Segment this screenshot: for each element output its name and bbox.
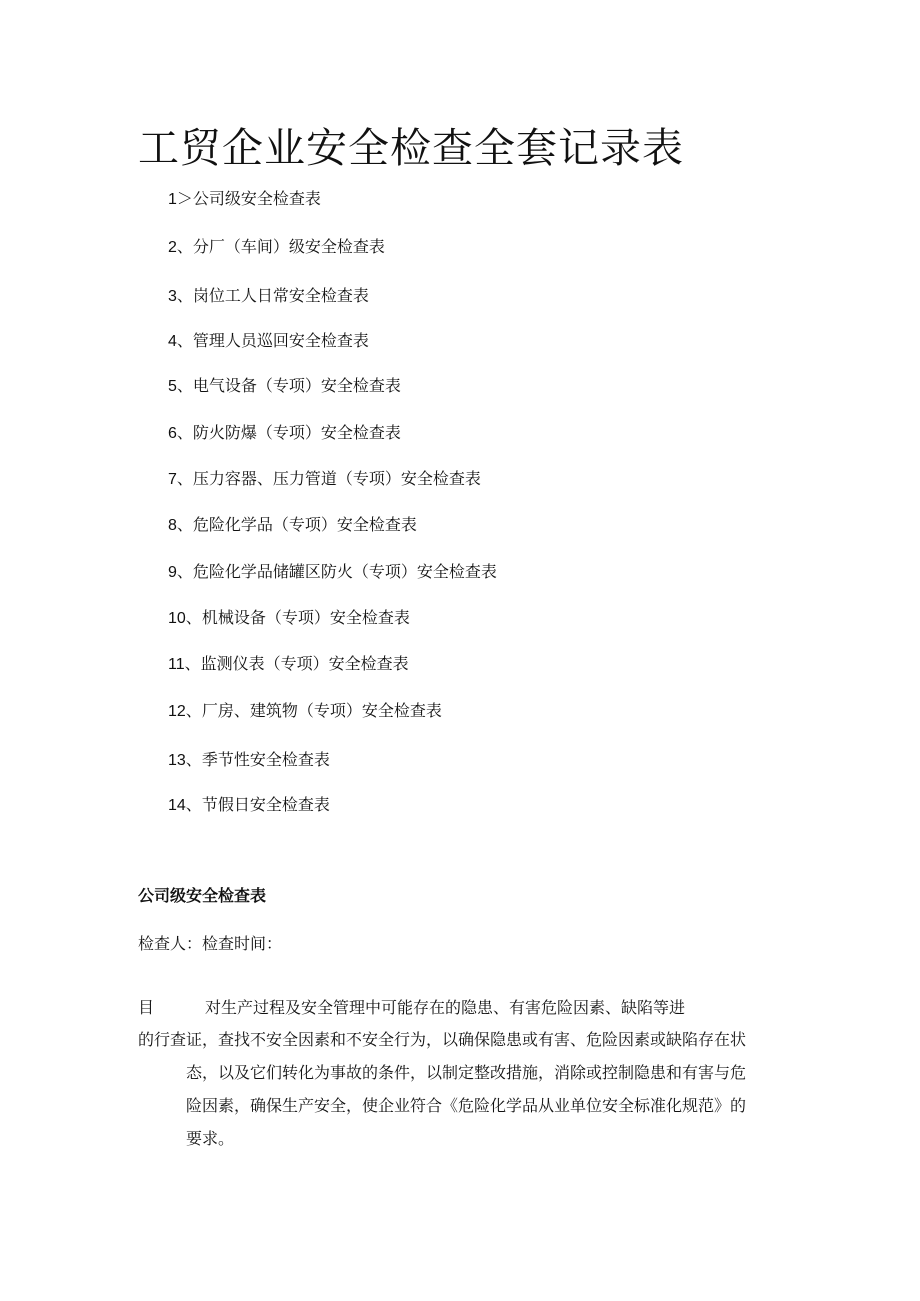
toc-item-text: 季节性安全检查表	[201, 750, 330, 769]
toc-item-separator: 、	[176, 469, 193, 488]
toc-item-separator: 、	[176, 331, 193, 350]
toc-item-number: 9	[168, 564, 177, 581]
toc-item	[168, 794, 330, 817]
toc-item-text: 岗位工人日常安全检查表	[192, 286, 369, 305]
toc-item	[168, 285, 369, 308]
purpose-label: 目	[138, 998, 155, 1017]
toc-item-text: 管理人员巡回安全检查表	[192, 331, 369, 350]
toc-item-number: 1	[168, 191, 177, 208]
toc-item-number: 3	[168, 288, 177, 305]
toc-item-number: 2	[168, 239, 177, 256]
toc-item	[168, 749, 330, 772]
toc-item-number: 10	[168, 610, 186, 627]
toc-item-number: 11	[168, 656, 185, 673]
toc-item-number: 7	[168, 471, 177, 488]
toc-item-separator: 、	[176, 423, 193, 442]
toc-item-text: 分厂（车间）级安全检查表	[192, 237, 385, 256]
toc-item	[168, 653, 409, 676]
inspector-and-time-label: 检查人：检查时间：	[138, 934, 283, 953]
purpose-line: 要求。	[186, 1129, 235, 1148]
toc-item	[168, 375, 401, 398]
toc-item-text: 厂房、建筑物（专项）安全检查表	[201, 701, 442, 720]
toc-item	[168, 607, 410, 630]
toc-item-separator: 、	[185, 701, 202, 720]
toc-item	[168, 468, 481, 491]
toc-item-separator: 、	[176, 237, 193, 256]
toc-item-separator: 、	[185, 750, 202, 769]
toc-item-number: 6	[168, 425, 177, 442]
purpose-line: 对生产过程及安全管理中可能存在的隐患、有害危险因素、缺陷等进	[205, 998, 686, 1017]
toc-item-text: 危险化学品储罐区防火（专项）安全检查表	[192, 562, 497, 581]
toc-item	[168, 422, 401, 445]
toc-item-number: 5	[168, 378, 177, 395]
toc-item-separator: 、	[176, 515, 193, 534]
toc-item-number: 12	[168, 703, 186, 720]
toc-item	[168, 188, 321, 211]
toc-item-separator: 、	[176, 376, 193, 395]
document-title: 工贸企业安全检查全套记录表	[138, 124, 684, 172]
toc-item-text: 监测仪表（专项）安全检查表	[200, 654, 409, 673]
toc-item-number: 14	[168, 797, 186, 814]
toc-item-separator: 、	[176, 562, 193, 581]
toc-item-separator: 、	[185, 608, 202, 627]
toc-item	[168, 700, 442, 723]
toc-item	[168, 561, 497, 584]
toc-item-text: 公司级安全检查表	[192, 189, 321, 208]
toc-item-number: 4	[168, 333, 177, 350]
toc-item-text: 节假日安全检查表	[201, 795, 330, 814]
purpose-line: 态，以及它们转化为事故的条件，以制定整改措施，消除或控制隐患和有害与危	[186, 1063, 747, 1082]
toc-item-text: 机械设备（专项）安全检查表	[201, 608, 410, 627]
toc-item-separator: 、	[184, 654, 201, 673]
toc-item-text: 危险化学品（专项）安全检查表	[192, 515, 417, 534]
section-title: 公司级安全检查表	[138, 886, 267, 905]
toc-item-text: 压力容器、压力管道（专项）安全检查表	[192, 469, 481, 488]
toc-item-separator: 、	[185, 795, 202, 814]
toc-item-text: 电气设备（专项）安全检查表	[192, 376, 401, 395]
toc-item-separator: 、	[176, 286, 193, 305]
purpose-line: 险因素，确保生产安全，使企业符合《危险化学品从业单位安全标准化规范》的	[186, 1096, 747, 1115]
toc-item-text: 防火防爆（专项）安全检查表	[192, 423, 401, 442]
toc-item	[168, 236, 385, 259]
toc-item	[168, 514, 417, 537]
toc-item-number: 13	[168, 752, 186, 769]
toc-item-separator: ＞	[176, 189, 193, 208]
purpose-line: 的行查证，查找不安全因素和不安全行为，以确保隐患或有害、危险因素或缺陷存在状	[138, 1030, 747, 1049]
toc-item-number: 8	[168, 517, 177, 534]
toc-item	[168, 330, 369, 353]
